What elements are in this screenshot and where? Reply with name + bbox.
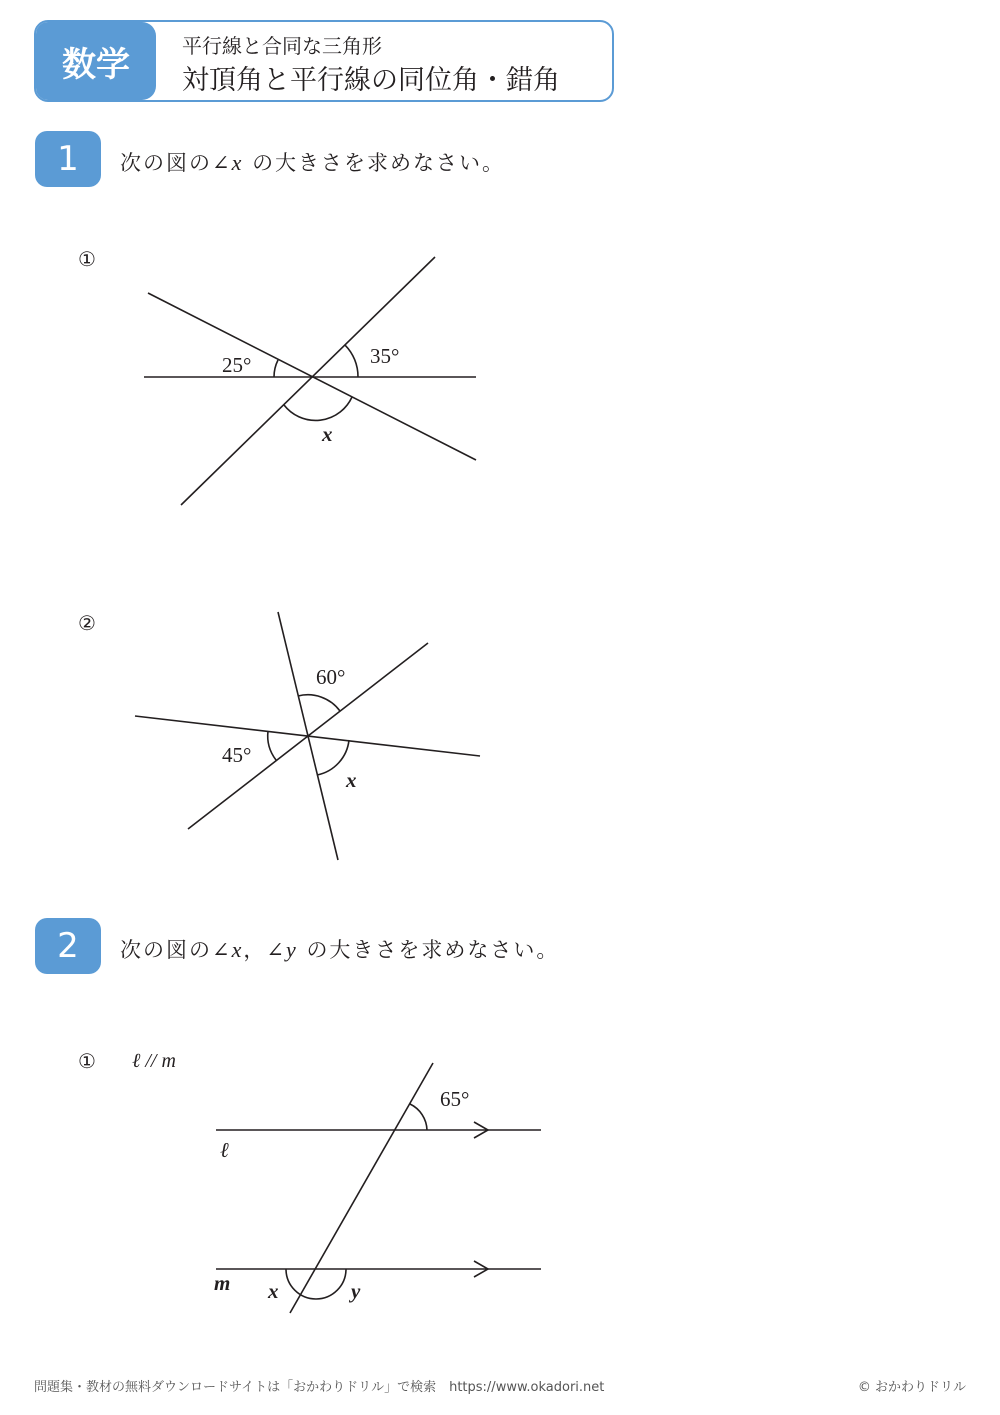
subject-badge: 数学 <box>36 22 156 100</box>
angle-65-arc <box>410 1104 427 1130</box>
page-title: 対頂角と平行線の同位角・錯角 <box>182 65 560 96</box>
var-x-label-2: x <box>346 768 357 792</box>
angle-25-arc <box>274 360 278 377</box>
angle-45-arc <box>268 731 276 760</box>
angle-60-label: 60° <box>316 665 346 689</box>
question-1-prompt: 次の図の∠x の大きさを求めなさい。 <box>120 150 506 175</box>
footer-copyright: © おかわりドリル <box>857 1380 966 1395</box>
line-l-label: ℓ <box>220 1138 229 1162</box>
line-m-label: m <box>214 1271 231 1295</box>
problem-2-1-label: ① <box>78 1049 96 1073</box>
footer-site-note: 問題集・教材の無料ダウンロードサイトは「おかわりドリル」で検索 https://www.okadori.net <box>34 1380 605 1395</box>
angle-xy-arc <box>286 1269 346 1299</box>
figure-2-1 <box>216 1063 541 1313</box>
angle-65-label: 65° <box>440 1087 470 1111</box>
var-y-label: y <box>351 1279 361 1303</box>
angle-35-arc <box>345 345 358 377</box>
figure-1-1 <box>144 257 476 505</box>
var-x-label-1: x <box>322 422 333 446</box>
angle-35-label: 35° <box>370 344 400 368</box>
problem-1-2-label: ② <box>78 611 96 635</box>
problem-1-1-label: ① <box>78 247 96 271</box>
transversal-line <box>290 1063 433 1313</box>
diagonal-line <box>188 643 428 829</box>
angle-x-arc <box>284 397 352 420</box>
ascending-line <box>181 257 435 505</box>
angle-x-arc-2 <box>317 740 349 775</box>
var-x-label-3: x <box>268 1279 279 1303</box>
figure-1-2 <box>135 612 480 860</box>
angle-60-arc <box>298 695 340 711</box>
question-2-number: 2 <box>35 918 101 974</box>
unit-title: 平行線と合同な三角形 <box>182 34 382 58</box>
question-2-prompt: 次の図の∠x，∠y の大きさを求めなさい。 <box>120 937 560 962</box>
angle-45-label: 45° <box>222 743 252 767</box>
parallel-condition: ℓ // m <box>132 1050 176 1072</box>
question-1-number: 1 <box>35 131 101 187</box>
angle-25-label: 25° <box>222 353 252 377</box>
